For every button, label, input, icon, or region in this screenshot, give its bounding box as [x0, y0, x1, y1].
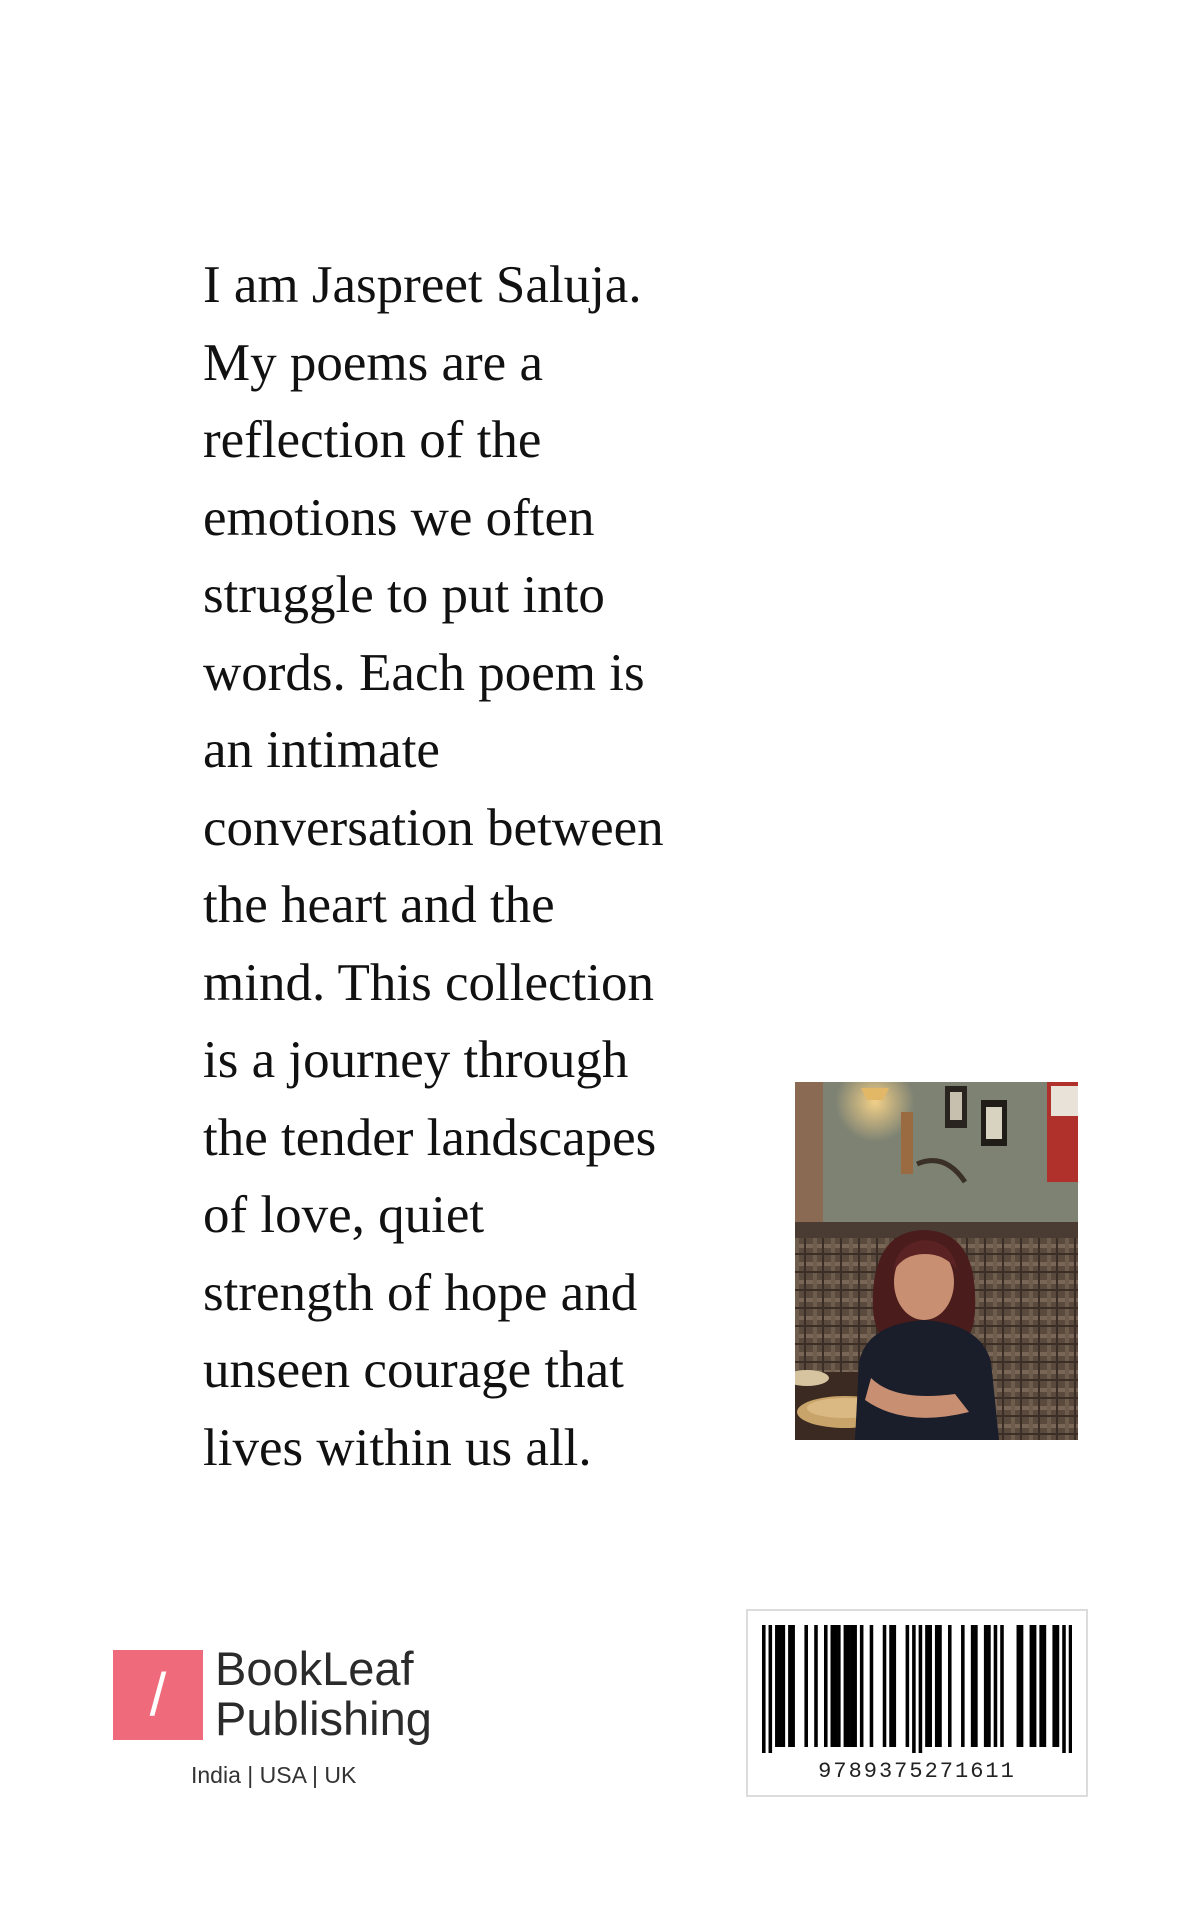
barcode-bar: [824, 1625, 828, 1747]
publisher-name-line2: Publishing: [215, 1692, 432, 1745]
blurb-line: words. Each poem is: [203, 643, 645, 702]
barcode-bar: [1020, 1625, 1024, 1747]
barcode-bar: [762, 1625, 766, 1753]
barcode-bar: [782, 1625, 786, 1747]
blurb-line: is a journey through: [203, 1031, 629, 1089]
barcode-bar: [778, 1625, 782, 1747]
blurb-line: the tender landscapes: [203, 1108, 657, 1167]
barcode-bar: [935, 1625, 939, 1747]
barcode-bar: [853, 1625, 857, 1747]
barcode-bar: [974, 1625, 978, 1747]
barcode-bar: [938, 1625, 942, 1747]
barcode-bar: [906, 1625, 910, 1747]
barcode-bar: [893, 1625, 897, 1747]
publisher-name: [215, 1644, 432, 1744]
barcode-bar: [971, 1625, 975, 1747]
blurb-line: conversation between: [203, 798, 664, 857]
barcode-bar: [1039, 1625, 1043, 1747]
barcode-bar: [804, 1625, 808, 1747]
publisher-regions: India | USA | UK: [191, 1762, 357, 1788]
blurb-line: emotions we often: [203, 488, 595, 547]
blurb-line: My poems are a: [203, 333, 543, 392]
barcode-bar: [775, 1625, 779, 1747]
barcode-bar: [919, 1625, 923, 1753]
barcode-bar: [1069, 1625, 1072, 1753]
author-blurb: [203, 247, 743, 1487]
barcode-bar: [912, 1625, 916, 1753]
blurb-line: an intimate: [203, 721, 440, 779]
barcode-bar: [1043, 1625, 1047, 1747]
barcode-bar: [1052, 1625, 1056, 1747]
barcode-bar: [1062, 1625, 1066, 1753]
barcode-bar: [1017, 1625, 1021, 1747]
barcode-bar: [850, 1625, 854, 1747]
barcode-bar: [847, 1625, 851, 1747]
author-portrait-illustration: [795, 1082, 1078, 1440]
blurb-line: struggle to put into: [203, 566, 605, 624]
barcode-bar: [961, 1625, 965, 1747]
barcode-bar: [883, 1625, 887, 1747]
barcode-bar: [984, 1625, 988, 1747]
barcode-bar: [987, 1625, 991, 1747]
publisher-name-line1: BookLeaf: [215, 1642, 414, 1695]
blurb-line: of love, quiet: [203, 1186, 485, 1244]
barcode-bar: [1030, 1625, 1034, 1747]
author-photo: [795, 1082, 1078, 1440]
barcode-bar: [1000, 1625, 1004, 1747]
barcode-bar: [1056, 1625, 1060, 1747]
barcode-bar: [791, 1625, 795, 1747]
barcode-bars: [762, 1625, 1072, 1753]
isbn-number: 9789375271611: [818, 1759, 1016, 1784]
barcode: [746, 1609, 1088, 1797]
blurb-line: I am Jaspreet Saluja.: [203, 256, 642, 314]
barcode-bar: [788, 1625, 792, 1747]
barcode-bar: [860, 1625, 864, 1747]
barcode-bar: [925, 1625, 929, 1747]
publisher-slash-mark: /: [113, 1650, 203, 1740]
barcode-bar: [814, 1625, 818, 1747]
barcode-bar: [994, 1625, 998, 1747]
barcode-bar: [769, 1625, 773, 1753]
barcode-bar: [837, 1625, 841, 1747]
barcode-bar: [870, 1625, 874, 1747]
barcode-bar: [928, 1625, 932, 1747]
blurb-line: the heart and the: [203, 876, 555, 934]
barcode-bar: [948, 1625, 952, 1747]
blurb-line: lives within us all.: [203, 1418, 592, 1477]
blurb-line: mind. This collection: [203, 953, 654, 1012]
barcode-bar: [831, 1625, 835, 1747]
barcode-bar: [889, 1625, 893, 1747]
blurb-line: strength of hope and: [203, 1263, 638, 1322]
barcode-bar: [834, 1625, 838, 1747]
barcode-bar: [844, 1625, 848, 1747]
blurb-line: unseen courage that: [203, 1341, 624, 1399]
blurb-line: reflection of the: [203, 411, 542, 469]
barcode-bar: [1033, 1625, 1037, 1747]
